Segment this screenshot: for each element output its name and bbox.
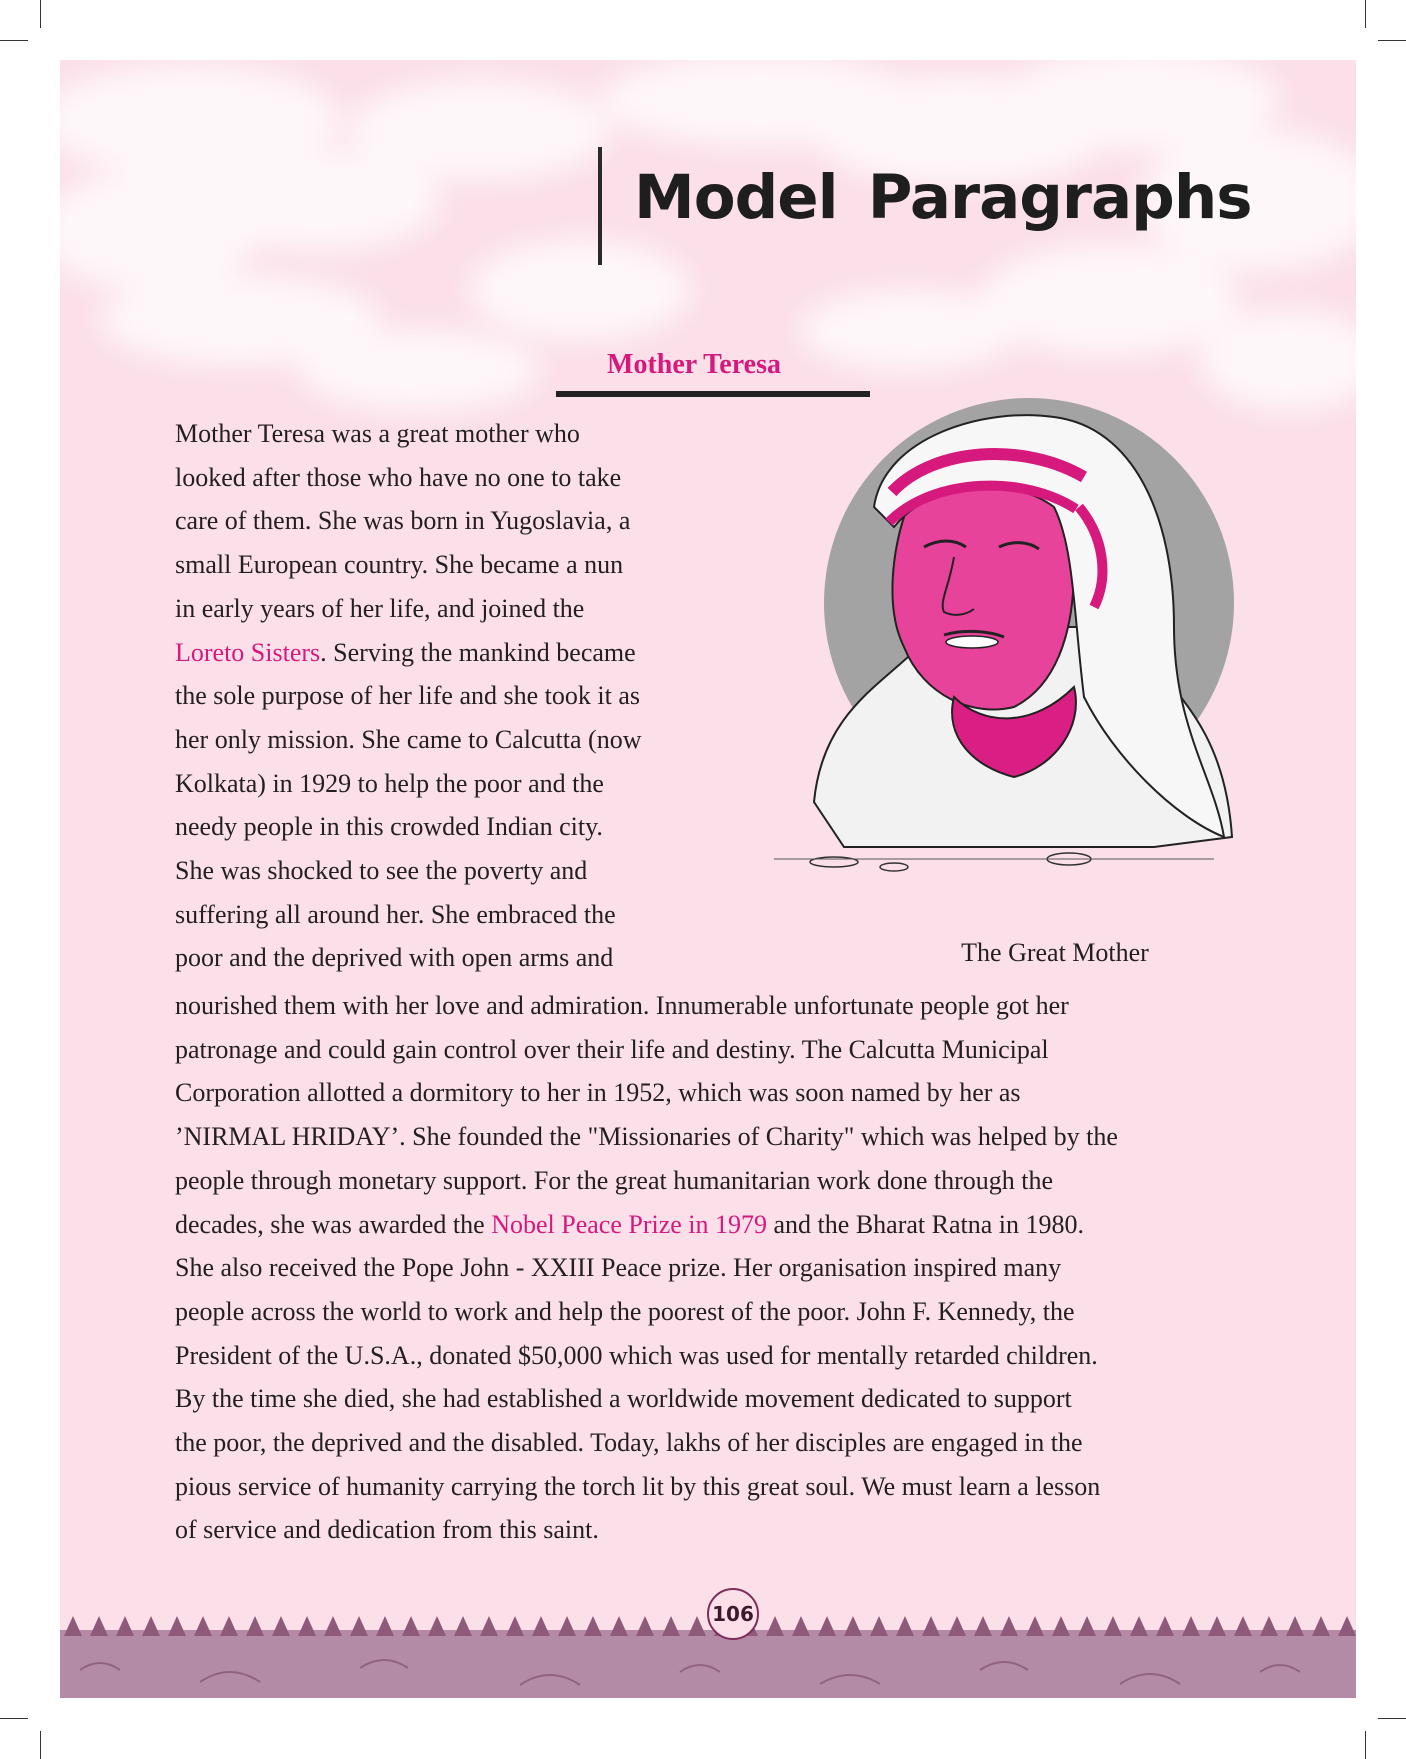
- footer-tree-icon: [922, 1616, 940, 1636]
- footer-tree-icon: [1026, 1616, 1044, 1636]
- footer-tree-icon: [1260, 1616, 1278, 1636]
- footer-tree-icon: [246, 1616, 264, 1636]
- footer-tree-icon: [272, 1616, 290, 1636]
- footer-tree-icon: [636, 1616, 654, 1636]
- text-fragment: . Serving the mankind became: [320, 637, 636, 667]
- footer-tree-icon: [454, 1616, 472, 1636]
- crop-mark-top-right-h: [1378, 40, 1406, 41]
- text-line: the sole purpose of her life and she took it as: [175, 681, 640, 711]
- footer-tree-icon: [298, 1616, 316, 1636]
- text-line: care of them. She was born in Yugoslavia, a: [175, 506, 631, 536]
- crop-mark-top-right-v: [1365, 0, 1366, 28]
- text-line: her only mission. She came to Calcutta (now: [175, 724, 642, 754]
- footer-tree-icon: [1312, 1616, 1330, 1636]
- footer-tree-icon: [168, 1616, 186, 1636]
- highlight-nobel-prize: Nobel Peace Prize in 1979: [491, 1209, 768, 1239]
- mother-teresa-portrait-icon: [754, 397, 1274, 937]
- footer-tree-icon: [1052, 1616, 1070, 1636]
- crop-mark-bottom-left-v: [40, 1731, 41, 1759]
- text-line: She also received the Pope John - XXIII Peace prize. Her organisation inspired many: [175, 1253, 1062, 1283]
- footer-tree-icon: [974, 1616, 992, 1636]
- text-line: pious service of humanity carrying the torch lit by this great soul. We must learn a lesson: [175, 1471, 1101, 1501]
- text-line: President of the U.S.A., donated $50,000 which was used for mentally retarded children.: [175, 1340, 1098, 1370]
- text-line: the poor, the deprived and the disabled. Today, lakhs of her disciples are engaged in the: [175, 1428, 1083, 1458]
- footer-tree-icon: [610, 1616, 628, 1636]
- text-line: [175, 631, 715, 675]
- text-line: patronage and could gain control over their life and destiny. The Calcutta Municipal: [175, 1034, 1049, 1064]
- article-title: Mother Teresa: [607, 349, 781, 380]
- footer-tree-icon: [1000, 1616, 1018, 1636]
- footer-tree-icon: [558, 1616, 576, 1636]
- footer-tree-icon: [350, 1616, 368, 1636]
- text-line: looked after those who have no one to take: [175, 462, 622, 492]
- footer-tree-icon: [532, 1616, 550, 1636]
- footer-tree-icon: [64, 1616, 82, 1636]
- footer-tree-icon: [506, 1616, 524, 1636]
- footer-tree-icon: [116, 1616, 134, 1636]
- footer-tree-icon: [324, 1616, 342, 1636]
- text-line: needy people in this crowded Indian city.: [175, 812, 603, 842]
- footer-tree-icon: [818, 1616, 836, 1636]
- footer-tree-icon: [376, 1616, 394, 1636]
- page-title: Model Paragraphs: [634, 162, 1252, 233]
- title-divider-bar: [598, 147, 602, 265]
- crop-mark-bottom-left-h: [0, 1718, 28, 1719]
- text-line: people across the world to work and help the poorest of the poor. John F. Kennedy, the: [175, 1296, 1075, 1326]
- page-number: 106: [707, 1588, 759, 1640]
- footer-tree-icon: [584, 1616, 602, 1636]
- text-line: [175, 1203, 1245, 1247]
- footer-tree-icon: [766, 1616, 784, 1636]
- footer-tree-icon: [1338, 1616, 1356, 1636]
- footer-tree-icon: [1234, 1616, 1252, 1636]
- text-line: Kolkata) in 1929 to help the poor and the: [175, 768, 604, 798]
- crop-mark-top-left-h: [0, 40, 28, 41]
- footer-tree-icon: [194, 1616, 212, 1636]
- footer-tree-icon: [1078, 1616, 1096, 1636]
- footer-tree-icon: [1130, 1616, 1148, 1636]
- figure-caption: The Great Mother: [961, 938, 1149, 967]
- text-line: suffering all around her. She embraced the: [175, 899, 616, 929]
- paragraph-intro: [175, 412, 715, 980]
- footer-tree-icon: [90, 1616, 108, 1636]
- crop-mark-top-left-v: [40, 0, 41, 28]
- text-line: in early years of her life, and joined the: [175, 593, 585, 623]
- footer-tree-icon: [688, 1616, 706, 1636]
- text-line: She was shocked to see the poverty and: [175, 856, 588, 886]
- footer-tree-icon: [480, 1616, 498, 1636]
- text-line: small European country. She became a nun: [175, 550, 624, 580]
- cloud-background: [60, 60, 1356, 440]
- footer-tree-icon: [870, 1616, 888, 1636]
- text-line: people through monetary support. For the great humanitarian work done through the: [175, 1165, 1054, 1195]
- footer-tree-icon: [428, 1616, 446, 1636]
- text-line: By the time she died, she had established a worldwide movement dedicated to support: [175, 1384, 1072, 1414]
- text-line: nourished them with her love and admiration. Innumerable unfortunate people got her: [175, 991, 1069, 1020]
- page-panel: [60, 60, 1356, 1698]
- text-line: poor and the deprived with open arms and: [175, 943, 614, 973]
- footer-tree-icon: [1286, 1616, 1304, 1636]
- text-fragment: and the Bharat Ratna in 1980.: [767, 1209, 1084, 1239]
- footer-tree-icon: [844, 1616, 862, 1636]
- footer-tree-icon: [948, 1616, 966, 1636]
- crop-mark-bottom-right-h: [1378, 1718, 1406, 1719]
- footer-tree-icon: [1156, 1616, 1174, 1636]
- crop-mark-bottom-right-v: [1365, 1731, 1366, 1759]
- text-line: Corporation allotted a dormitory to her in 1952, which was soon named by her as: [175, 1078, 1021, 1108]
- footer-tree-icon: [896, 1616, 914, 1636]
- text-line: of service and dedication from this saint.: [175, 1515, 599, 1545]
- text-line: Mother Teresa was a great mother who: [175, 419, 580, 448]
- footer-tree-icon: [402, 1616, 420, 1636]
- text-line: ’NIRMAL HRIDAY’. She founded the "Missionaries of Charity" which was helped by the: [175, 1122, 1118, 1152]
- paragraph-body: [175, 984, 1245, 1552]
- footer-tree-icon: [662, 1616, 680, 1636]
- footer-tree-icon: [142, 1616, 160, 1636]
- footer-tree-icon: [792, 1616, 810, 1636]
- footer-tree-icon: [1104, 1616, 1122, 1636]
- text-fragment: decades, she was awarded the: [175, 1209, 492, 1239]
- footer-tree-icon: [1208, 1616, 1226, 1636]
- footer-tree-icon: [1182, 1616, 1200, 1636]
- highlight-loreto-sisters: Loreto Sisters: [175, 637, 321, 667]
- footer-tree-icon: [220, 1616, 238, 1636]
